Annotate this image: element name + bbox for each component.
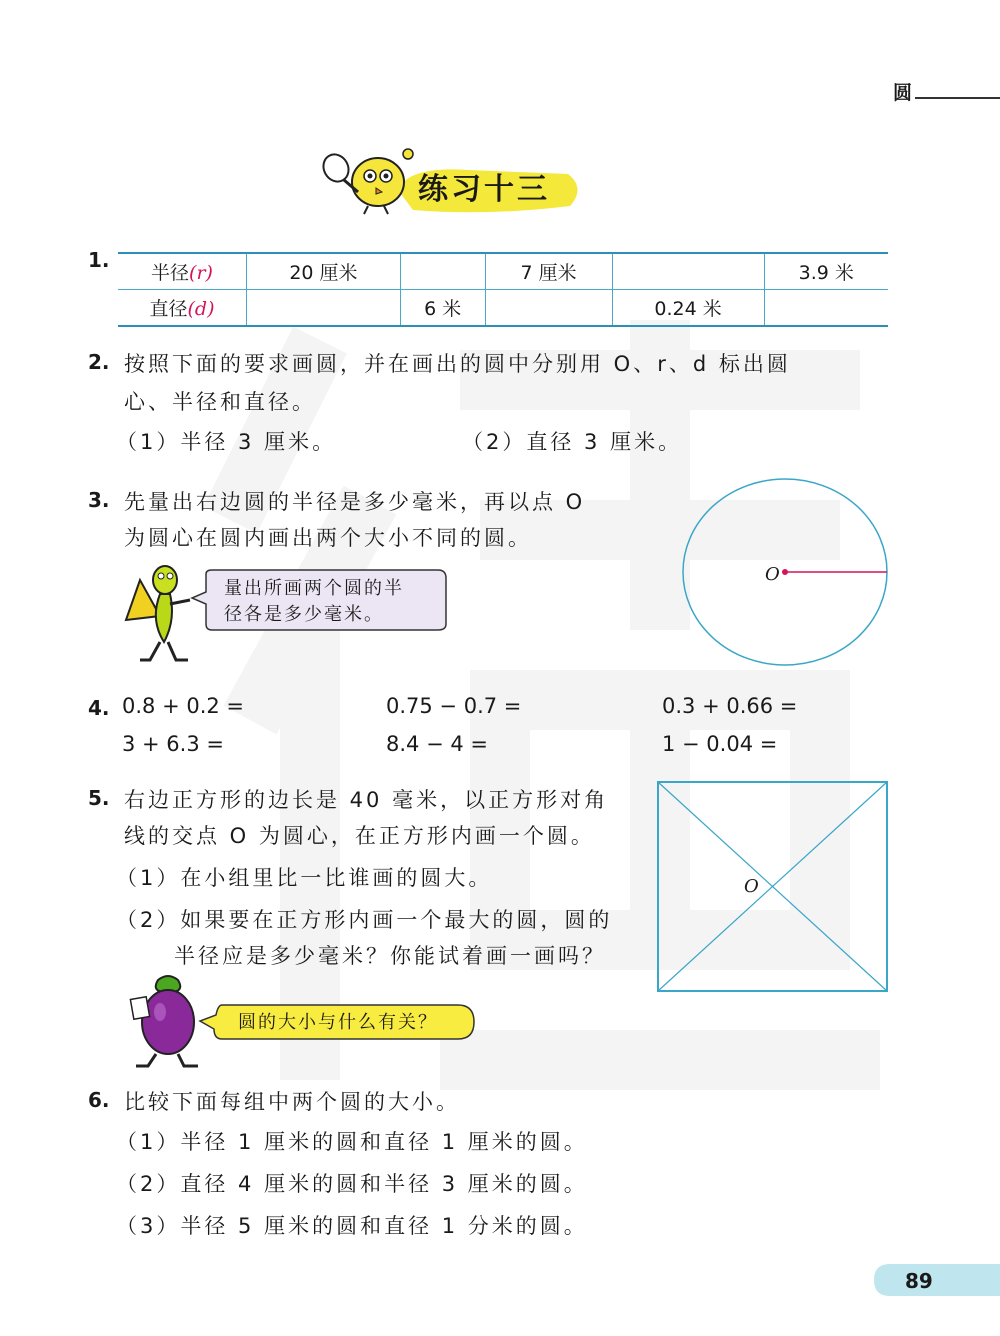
q2-number: 2. [88,350,110,374]
square-figure [656,780,890,994]
q2-text-line1: 按照下面的要求画圆，并在画出的圆中分别用 O、r、d 标出圆 [124,352,791,376]
q5-sub2-line1: （2）如果要在正方形内画一个最大的圆，圆的 [116,908,613,932]
q2-sub2: （2）直径 3 厘米。 [462,430,683,454]
bubble-yellow-text: 圆的大小与什么有关？ [238,1012,438,1033]
q3-text-line2: 为圆心在圆内画出两个大小不同的圆。 [124,526,532,550]
row-header: 半径(r) [118,253,247,290]
q2-text-line2: 心、半径和直径。 [124,390,316,414]
table-cell: 7 厘米 [485,253,612,290]
table-cell [400,253,485,290]
table-cell [485,290,612,327]
equation: 0.75 − 0.7 = [386,694,522,718]
page-number: 89 [905,1269,933,1293]
q6-sub: （1）半径 1 厘米的圆和直径 1 厘米的圆。 [116,1130,588,1154]
table-cell: 20 厘米 [247,253,401,290]
q6-sub: （2）直径 4 厘米的圆和半径 3 厘米的圆。 [116,1172,588,1196]
table-cell [247,290,401,327]
equation: 1 − 0.04 = [662,732,778,756]
table-cell: 3.9 米 [764,253,888,290]
table-cell: 0.24 米 [612,290,764,327]
table-cell [612,253,764,290]
q6-text: 比较下面每组中两个圆的大小。 [124,1090,460,1114]
square-center-label: O [744,876,759,897]
q5-sub2-line2: 半径应是多少毫米？你能试着画一画吗？ [174,944,606,968]
q3-number: 3. [88,488,110,512]
q4-number: 4. [88,696,110,720]
q5-text-line2: 线的交点 O 为圆心，在正方形内画一个圆。 [124,824,595,848]
radius-diameter-table [118,252,888,327]
q3-text-line1: 先量出右边圆的半径是多少毫米，再以点 O [124,490,586,514]
header-rule [915,97,1000,99]
table-cell: 6 米 [400,290,485,327]
section-label: 圆 [893,82,913,104]
q5-number: 5. [88,786,110,810]
equation: 0.3 + 0.66 = [662,694,798,718]
q2-sub1: （1）半径 3 厘米。 [116,430,337,454]
exercise-title [318,148,588,218]
q5-text-line1: 右边正方形的边长是 40 毫米，以正方形对角 [124,788,609,812]
bubble-line1: 量出所画两个圆的半 [224,578,404,599]
circle-center-label: O [765,564,780,585]
q6-number: 6. [88,1088,110,1112]
equation: 8.4 − 4 = [386,732,488,756]
title-text: 练习十三 [418,172,550,207]
row-header: 直径(d) [118,290,247,327]
circle-figure [680,476,892,668]
q6-sub: （3）半径 5 厘米的圆和直径 1 分米的圆。 [116,1214,588,1238]
table-row [118,253,888,290]
q5-sub1: （1）在小组里比一比谁画的圆大。 [116,866,493,890]
bubble-line2: 径各是多少毫米。 [224,604,384,625]
equation: 3 + 6.3 = [122,732,224,756]
table-cell [764,290,888,327]
equation: 0.8 + 0.2 = [122,694,245,718]
q1-number: 1. [88,248,110,272]
table-row [118,290,888,327]
page-tab [872,1262,1000,1298]
